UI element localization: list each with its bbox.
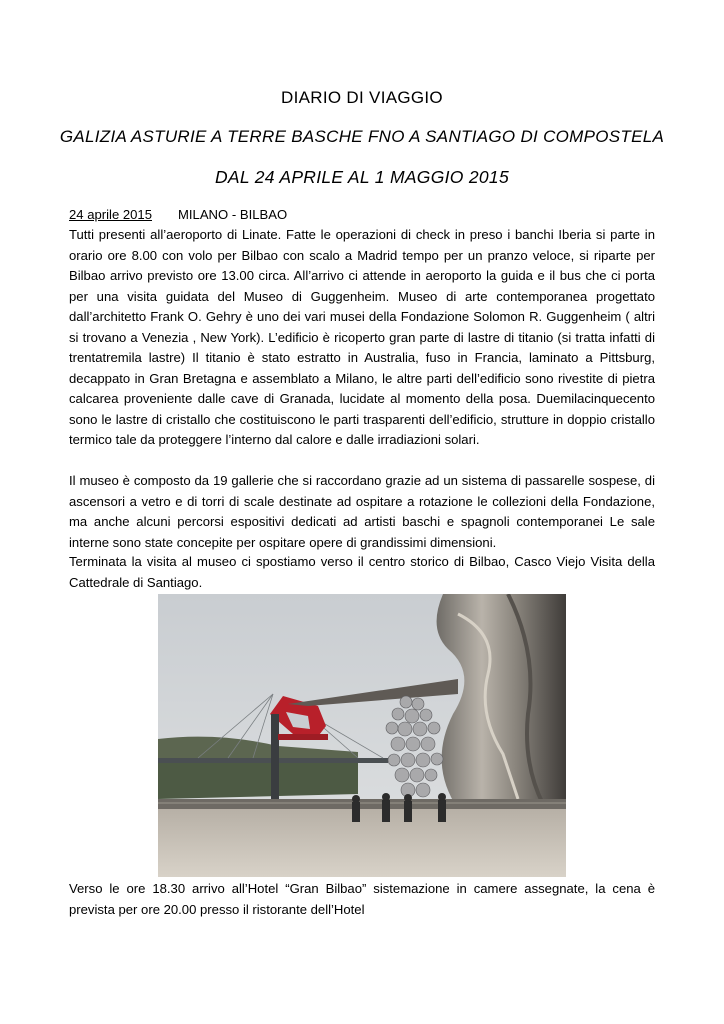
entry-heading — [69, 205, 655, 226]
entry-date: 24 aprile 2015 — [69, 207, 152, 222]
paragraph-hotel: Verso le ore 18.30 arrivo all’Hotel “Gran Bilbao” sistemazione in camere assegnate, la cena è prevista per ore 20.00 presso il ristorante dell’Hotel — [69, 881, 655, 917]
document-subtitle: GALIZIA ASTURIE A TERRE BASCHE FNO A SANTIAGO DI COMPOSTELA — [59, 127, 665, 146]
paragraph-casco-viejo: Terminata la visita al museo ci spostiamo verso il centro storico di Bilbao, Casco Viejo Visita della Cattedrale di Santiago. — [69, 554, 655, 590]
entry-route: MILANO - BILBAO — [178, 207, 288, 222]
paragraph-museum: Il museo è composto da 19 gallerie che si raccordano grazie ad un sistema di passarelle sospese, di ascensori a vetro e di torri di scale destinate ad ospitare a rotazione le collezioni della Fondazione, ma anche alcuni percorsi espositivi dedicati ad artisti baschi e spagnoli contemporanei Le sale interne sono state concepite per ospitare opere di grandissimi dimensioni. — [69, 473, 655, 550]
paragraph-arrival: Tutti presenti all’aeroporto di Linate. Fatte le operazioni di check in preso i banchi Iberia si parte in orario ore 8.00 con volo per Bilbao con scalo a Madrid tempo per un pranzo veloce, si riparte per Bilbao arrivo previsto ore 13.00 circa. All’arrivo ci attende in aeroporto la guida e il bus che ci porta per una visita guidata del Museo di Guggenheim. Museo di arte contemporanea progettato dall’architetto Frank O. Gehry è uno dei vari musei della Fondazione Solomon R. Guggenheim ( altri si trovano a Venezia , New York). L’edificio è ricoperto gran parte di lastre di titanio (si tratta infatti di trentatremila lastre) Il titanio è stato estratto in Australia, fuso in Francia, laminato a Pittsburg, decappato in Gran Bretagna e assemblato a Milano, le altre parti dell’edificio sono rivestite di pietra calcarea proveniente dalle cave di Granada, lucidate al momento della posa. Duemilacinquecento sono le lastre di cristallo che costituiscono le parti trasparenti dell’edificio, strutture in doppio cristallo termico tale da proteggere l’interno dal calore e dalle irradiazioni solari. — [69, 227, 655, 447]
guggenheim-photo — [158, 594, 566, 877]
document-date-range: DAL 24 APRILE AL 1 MAGGIO 2015 — [214, 167, 509, 187]
document-title: DIARIO DI VIAGGIO — [281, 88, 443, 107]
